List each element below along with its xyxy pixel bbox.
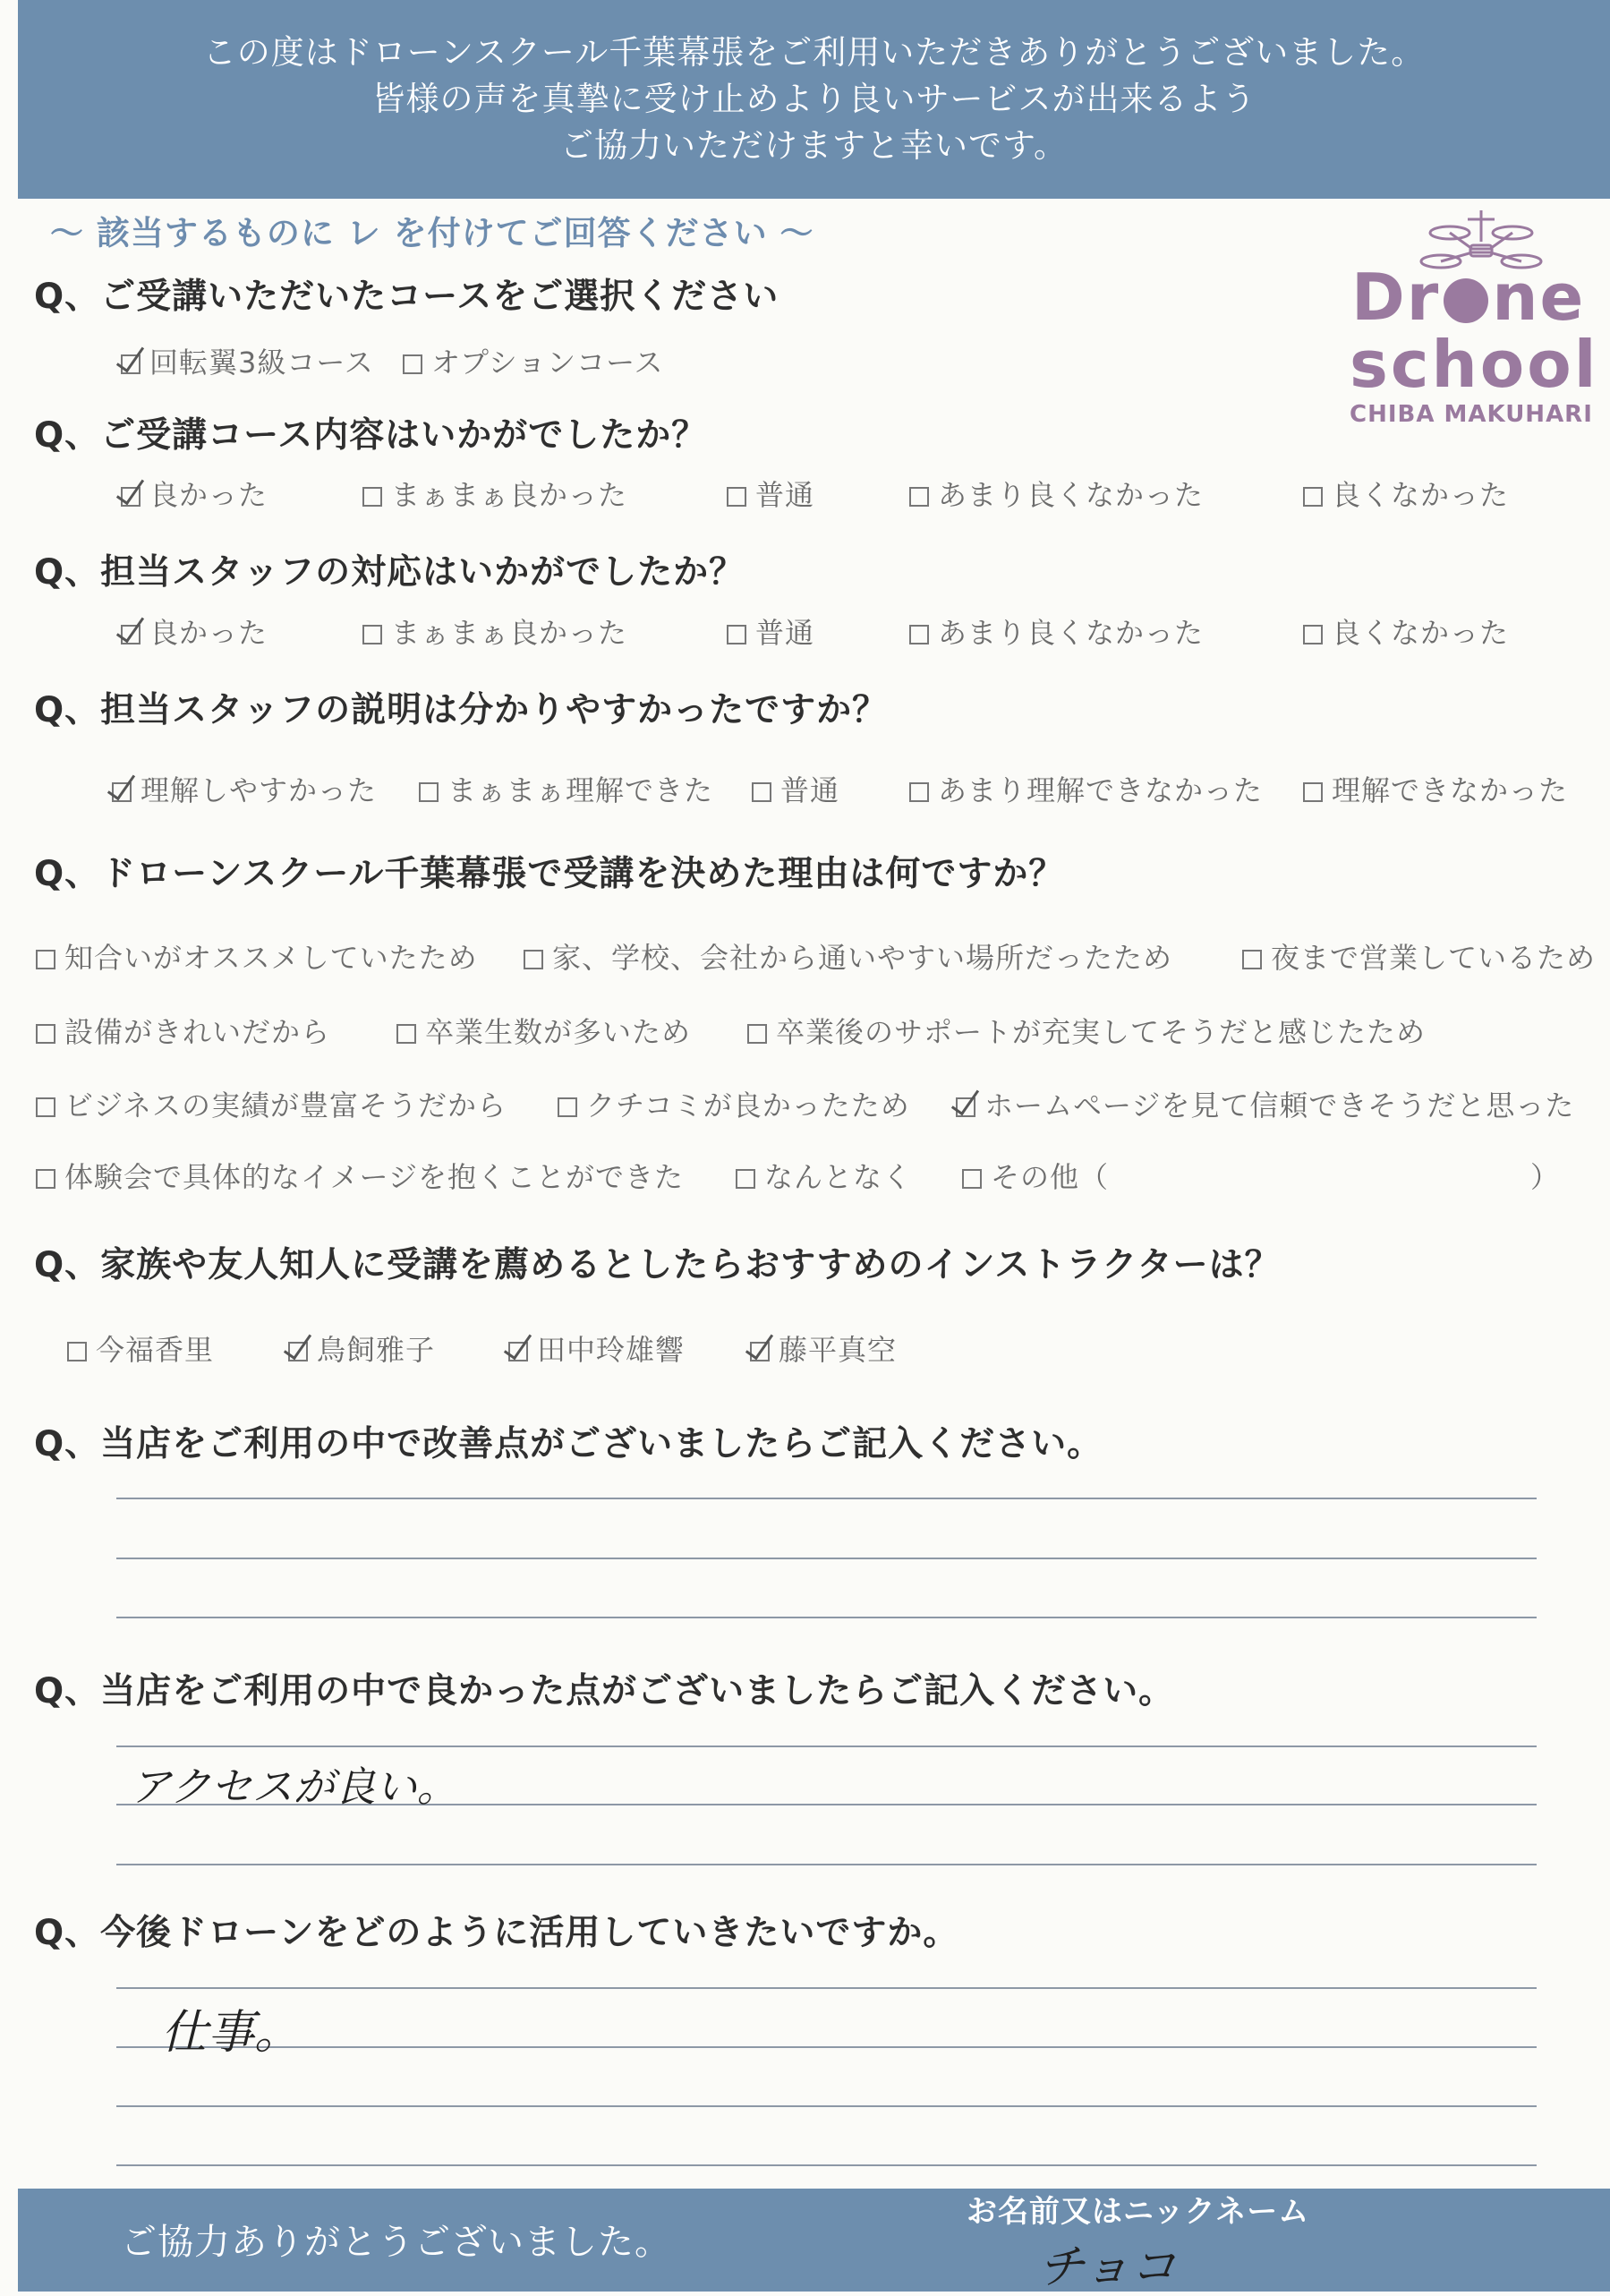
q2-option-5[interactable] — [1303, 473, 1509, 514]
checkbox[interactable] — [362, 487, 382, 507]
checkbox-checked[interactable] — [121, 625, 141, 644]
name-value: チョコ — [1038, 2241, 1177, 2294]
q9-answer: 仕事。 — [161, 2006, 302, 2060]
option-label: オプションコース — [431, 346, 664, 380]
q5-option-6[interactable] — [747, 1010, 1426, 1051]
checkbox[interactable] — [736, 1169, 755, 1189]
answer-line — [116, 1558, 1537, 1559]
q5-other-close: ） — [1530, 1160, 1561, 1194]
checkbox-checked[interactable] — [121, 487, 141, 507]
option-label: 良かった — [149, 616, 268, 650]
q4-option-4[interactable] — [909, 768, 1263, 809]
question-1-title: Q、ご受講いただいたコースをご選択ください — [34, 277, 779, 317]
option-label: クチコミが良かったため — [586, 1088, 910, 1122]
name-label: お名前又はニックネーム — [967, 2194, 1310, 2230]
checkbox-checked[interactable] — [121, 354, 141, 374]
answer-line — [116, 1617, 1537, 1618]
checkbox[interactable] — [727, 625, 746, 644]
option-label: 鳥飼雅子 — [317, 1333, 436, 1367]
q6-option-2[interactable] — [288, 1327, 435, 1369]
q5-option-10[interactable] — [36, 1155, 684, 1196]
question-2-title: Q、ご受講コース内容はいかがでしたか？ — [34, 415, 708, 456]
checkbox[interactable] — [752, 782, 771, 802]
q8-answer: アクセスが良い。 — [130, 1763, 458, 1811]
checkbox[interactable] — [727, 487, 746, 507]
option-label: まぁまぁ良かった — [391, 478, 628, 512]
q1-option-2[interactable] — [403, 340, 664, 381]
checkbox-checked[interactable] — [508, 1342, 528, 1361]
checkbox[interactable] — [36, 1024, 55, 1044]
footer-thanks: ご協力ありがとうございました。 — [121, 2222, 671, 2263]
option-label: 知合いがオススメしていたため — [64, 941, 478, 975]
checkbox-checked[interactable] — [750, 1342, 770, 1361]
drone-school-logo — [1342, 206, 1602, 439]
checkbox[interactable] — [524, 950, 543, 969]
q3-option-1[interactable] — [121, 610, 268, 652]
option-label: あまり良くなかった — [938, 478, 1205, 512]
question-9-title: Q、今後ドローンをどのように活用していきたいですか。 — [34, 1913, 959, 1953]
q5-option-8[interactable] — [558, 1083, 910, 1124]
question-8-title: Q、当店をご利用の中で良かった点がございましたらご記入ください。 — [34, 1671, 1175, 1711]
q6-option-4[interactable] — [750, 1327, 897, 1369]
option-label: あまり理解できなかった — [938, 773, 1264, 807]
checkbox[interactable] — [396, 1024, 416, 1044]
q4-option-1[interactable] — [112, 768, 377, 809]
answer-line — [116, 2164, 1537, 2166]
globe-icon — [1444, 278, 1488, 323]
logo-text-school: school — [1350, 327, 1599, 402]
checkbox[interactable] — [419, 782, 439, 802]
answer-line — [116, 2046, 1537, 2048]
logo-text-location: CHIBA MAKUHARI — [1350, 401, 1593, 428]
question-7-title: Q、当店をご利用の中で改善点がございましたらご記入ください。 — [34, 1424, 1103, 1464]
q5-option-9[interactable] — [956, 1083, 1574, 1124]
checkbox-checked[interactable] — [956, 1097, 975, 1117]
q5-option-2[interactable] — [524, 935, 1172, 977]
answer-line — [116, 1745, 1537, 1747]
checkbox[interactable] — [909, 782, 929, 802]
q2-option-3[interactable] — [727, 473, 814, 514]
header-line-1: この度はドローンスクール千葉幕張をご利用いただきありがとうございました。 — [202, 33, 1426, 72]
q6-option-3[interactable] — [508, 1327, 685, 1369]
option-label: 卒業生数が多いため — [425, 1015, 692, 1049]
header-line-3: ご協力いただけますと幸いです。 — [559, 126, 1069, 165]
q5-option-4[interactable] — [36, 1010, 330, 1051]
checkbox[interactable] — [36, 1169, 55, 1189]
checkbox[interactable] — [36, 1097, 55, 1117]
q5-option-7[interactable] — [36, 1083, 507, 1124]
question-4-title: Q、担当スタッフの説明は分かりやすかったですか？ — [34, 690, 889, 730]
q3-option-3[interactable] — [727, 610, 814, 652]
option-label: 夜まで営業しているため — [1271, 941, 1597, 975]
q3-option-5[interactable] — [1303, 610, 1509, 652]
option-label: 理解できなかった — [1332, 773, 1569, 807]
answer-line — [116, 1498, 1537, 1499]
checkbox[interactable] — [1303, 487, 1323, 507]
question-3-title: Q、担当スタッフの対応はいかがでしたか？ — [34, 552, 745, 593]
q1-option-1[interactable] — [121, 340, 374, 381]
option-label: 良くなかった — [1332, 616, 1510, 650]
header-banner — [18, 0, 1610, 199]
option-label: 家、学校、会社から通いやすい場所だったため — [552, 941, 1173, 975]
checkbox[interactable] — [362, 625, 382, 644]
option-label: 田中玲雄響 — [537, 1333, 686, 1367]
option-label: 設備がきれいだから — [64, 1015, 331, 1049]
checkbox[interactable] — [1303, 782, 1323, 802]
q4-option-5[interactable] — [1303, 768, 1568, 809]
checkbox[interactable] — [1242, 950, 1262, 969]
option-label: あまり良くなかった — [938, 616, 1205, 650]
q2-option-1[interactable] — [121, 473, 268, 514]
option-label: 理解しやすかった — [141, 773, 378, 807]
option-label: 良くなかった — [1332, 478, 1510, 512]
option-label: 藤平真空 — [779, 1333, 898, 1367]
option-label: 今福香里 — [96, 1333, 215, 1367]
option-label: 普通 — [755, 616, 815, 650]
instruction-text: ～ 該当するものに レ を付けてご回答ください ～ — [50, 214, 814, 252]
option-label: 卒業後のサポートが充実してそうだと感じたため — [776, 1015, 1427, 1049]
logo-text-dr: Dr — [1351, 260, 1441, 335]
q6-option-1[interactable] — [67, 1327, 214, 1369]
q5-option-12[interactable] — [962, 1155, 1109, 1196]
q3-option-2[interactable] — [362, 610, 627, 652]
q3-option-4[interactable] — [909, 610, 1204, 652]
q2-option-2[interactable] — [362, 473, 627, 514]
option-label: ビジネスの実績が豊富そうだから — [64, 1088, 507, 1122]
logo-text-ne: ne — [1492, 260, 1586, 335]
option-label: 普通 — [780, 773, 840, 807]
q4-option-2[interactable] — [419, 768, 713, 809]
checkbox[interactable] — [403, 354, 422, 374]
q5-option-11[interactable] — [736, 1155, 912, 1196]
q5-option-3[interactable] — [1242, 935, 1596, 977]
checkbox[interactable] — [558, 1097, 577, 1117]
q4-option-3[interactable] — [752, 768, 839, 809]
checkbox[interactable] — [909, 625, 929, 644]
question-6-title: Q、家族や友人知人に受講を薦めるとしたらおすすめのインストラクターは？ — [34, 1245, 1281, 1285]
answer-line — [116, 1987, 1537, 1989]
checkbox[interactable] — [1303, 625, 1323, 644]
checkbox[interactable] — [36, 950, 55, 969]
checkbox[interactable] — [962, 1169, 982, 1189]
option-label: ホームページを見て信頼できそうだと思った — [984, 1088, 1575, 1122]
q2-option-4[interactable] — [909, 473, 1204, 514]
option-label: まぁまぁ良かった — [391, 616, 628, 650]
option-label: なんとなく — [764, 1160, 913, 1194]
checkbox[interactable] — [909, 487, 929, 507]
checkbox-checked[interactable] — [288, 1342, 308, 1361]
checkbox-checked[interactable] — [112, 782, 132, 802]
answer-line — [116, 1864, 1537, 1865]
q5-option-5[interactable] — [396, 1010, 691, 1051]
answer-line — [116, 2105, 1537, 2107]
option-label: まぁまぁ理解できた — [447, 773, 714, 807]
option-label: 普通 — [755, 478, 815, 512]
option-label: 良かった — [149, 478, 268, 512]
option-label: 体験会で具体的なイメージを抱くことができた — [64, 1160, 685, 1194]
question-5-title: Q、ドローンスクール千葉幕張で受講を決めた理由は何ですか？ — [34, 854, 1065, 894]
checkbox[interactable] — [67, 1342, 87, 1361]
option-label: 回転翼3級コース — [149, 346, 374, 380]
checkbox[interactable] — [747, 1024, 767, 1044]
header-line-2: 皆様の声を真摯に受け止めより良いサービスが出来るよう — [371, 80, 1256, 118]
q5-option-1[interactable] — [36, 935, 478, 977]
option-label: その他（ — [991, 1160, 1110, 1194]
